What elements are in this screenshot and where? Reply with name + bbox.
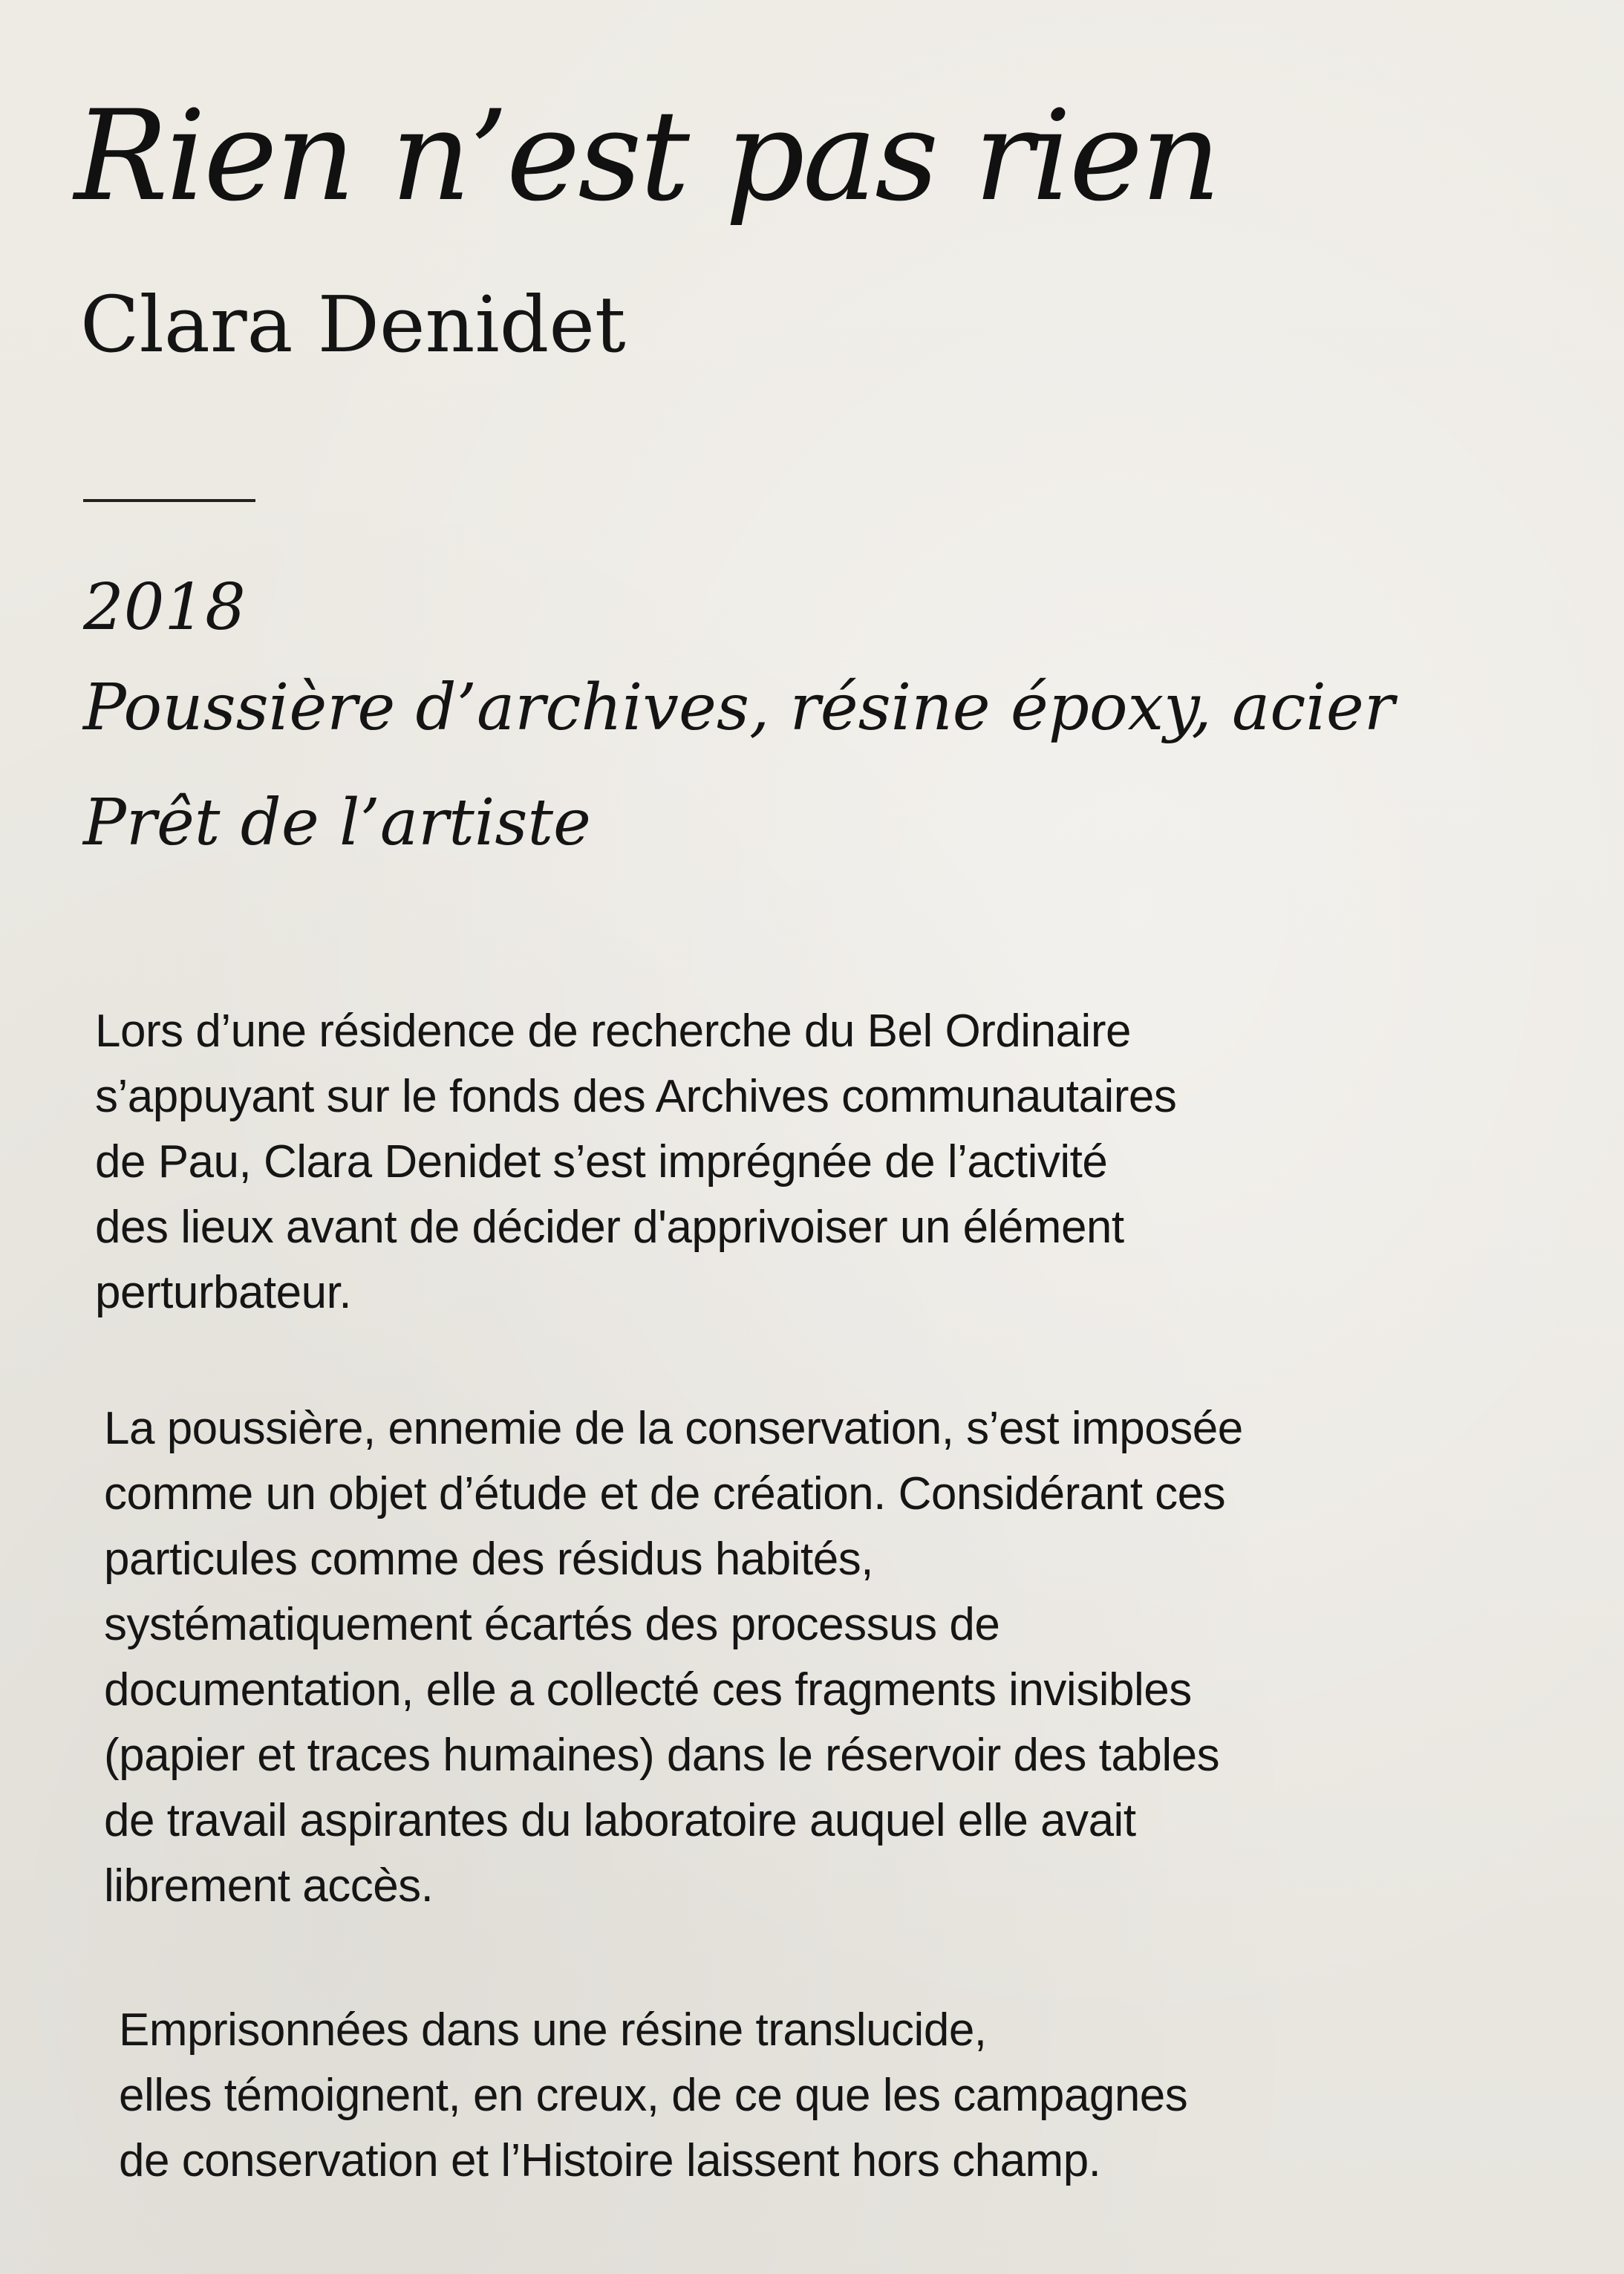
text-line: s’appuyant sur le fonds des Archives communautaires	[95, 1071, 1177, 1123]
text-line: librement accès.	[104, 1860, 434, 1912]
text-line: des lieux avant de décider d'apprivoiser un élément	[95, 1202, 1124, 1254]
text-line: Emprisonnées dans une résine translucide,	[119, 2004, 987, 2056]
text-line: Lors d’une résidence de recherche du Bel Ordinaire	[95, 1006, 1131, 1057]
description-paragraph-2	[104, 1396, 1243, 1919]
text-line: (papier et traces humaines) dans le réservoir des tables	[104, 1730, 1220, 1782]
text-line: systématiquement écartés des processus de	[104, 1599, 1000, 1651]
text-line: de conservation et l’Histoire laissent hors champ.	[119, 2135, 1101, 2187]
text-line: comme un objet d’étude et de création. Considérant ces	[104, 1468, 1226, 1520]
text-line: particules comme des résidus habités,	[104, 1534, 873, 1586]
text-line: documentation, elle a collecté ces fragments invisibles	[104, 1664, 1192, 1716]
text-line: elles témoignent, en creux, de ce que les campagnes	[119, 2070, 1188, 2122]
artist-name: Clara Denidet	[80, 279, 626, 370]
divider-rule	[83, 499, 255, 502]
artwork-year: 2018	[83, 570, 246, 645]
artwork-medium: Poussière d’archives, résine époxy, acier	[83, 671, 1395, 745]
artwork-credit: Prêt de l’artiste	[83, 786, 591, 860]
text-line: de Pau, Clara Denidet s’est imprégnée de l’activité	[95, 1136, 1108, 1188]
text-line: La poussière, ennemie de la conservation, s’est imposée	[104, 1403, 1243, 1454]
artwork-title: Rien n’est pas rien	[74, 83, 1219, 229]
text-line: de travail aspirantes du laboratoire auquel elle avait	[104, 1795, 1136, 1847]
text-line: perturbateur.	[95, 1267, 352, 1319]
description-paragraph-1	[95, 999, 1176, 1326]
description-paragraph-3	[119, 1998, 1187, 2194]
